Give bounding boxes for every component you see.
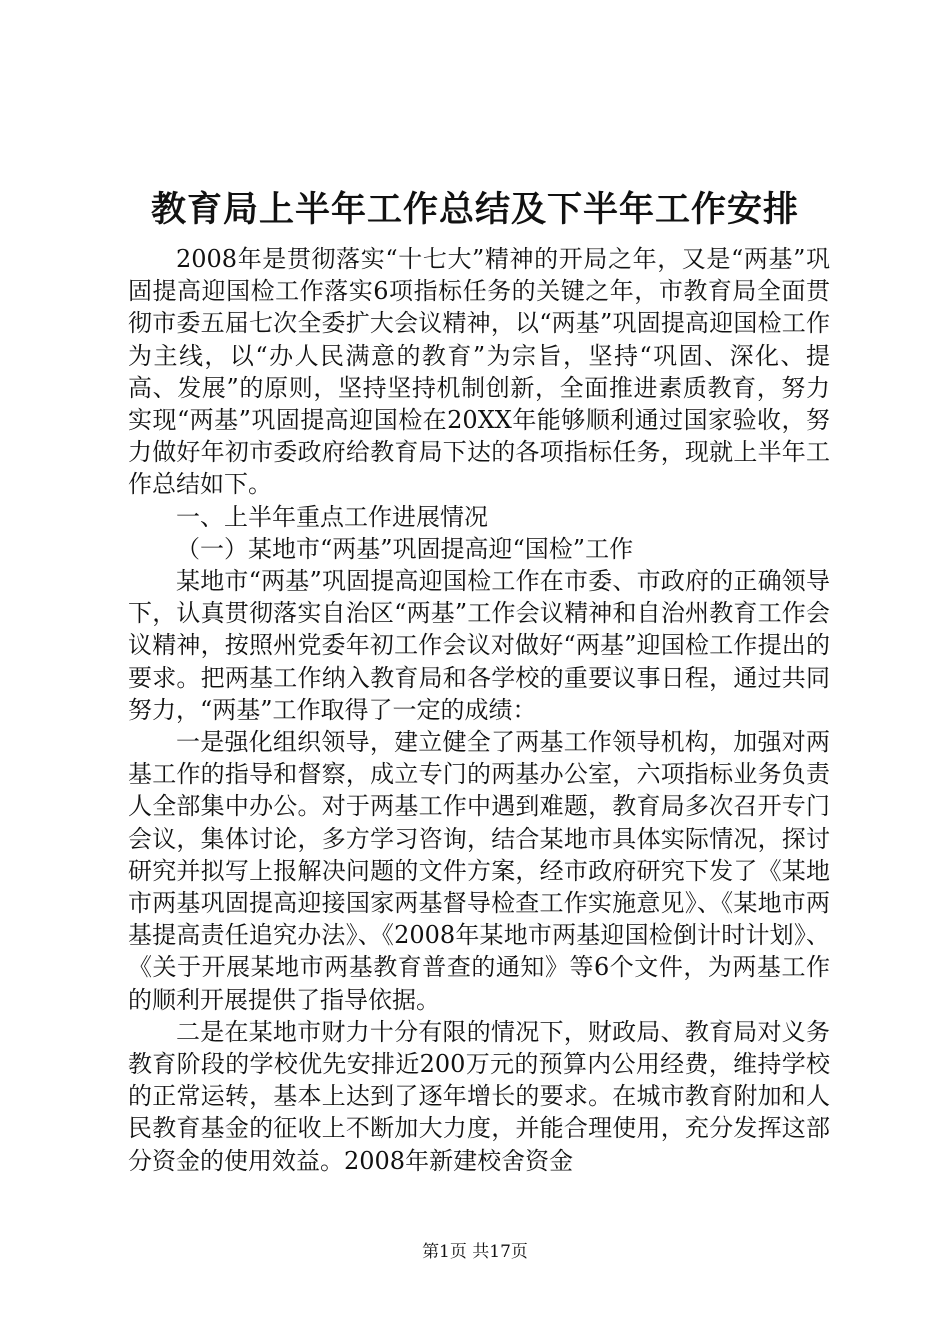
paragraph-point-one: 一是强化组织领导，建立健全了两基工作领导机构，加强对两基工作的指导和督察，成立专门的两基办公室，六项指标业务负责人全部集中办公。对于两基工作中遇到难题，教育局多次召开专门会议，集体讨论，多方学习咨询，结合某地市具体实际情况，探讨研究并拟写上报解决问题的文件方案，经市政府研究下发了《某地市两基巩固提高迎接国家两基督导检查工作实施意见》、《某地市两基提高责任追究办法》、《2008年某地市两基迎国检倒计时计划》、《关于开展某地市两基教育普查的通知》等6个文件，为两基工作的顺利开展提供了指导依据。 (128, 728, 830, 1014)
subsection-heading: （一）某地市“两基”巩固提高迎“国检”工作 (176, 534, 634, 563)
document-body (128, 243, 830, 1177)
document-title: 教育局上半年工作总结及下半年工作安排 (150, 189, 799, 230)
section-heading: 一、上半年重点工作进展情况 (176, 502, 488, 531)
paragraph-point-two: 二是在某地市财力十分有限的情况下，财政局、教育局对义务教育阶段的学校优先安排近200万元的预算内公用经费，维持学校的正常运转，基本上达到了逐年增长的要求。在城市教育附加和人民教育基金的征收上不断加大力度，并能合理使用，充分发挥这部分资金的使用效益。2008年新建校舍资金 (128, 1017, 830, 1175)
paragraph-intro: 2008年是贯彻落实“十七大”精神的开局之年，又是“两基”巩固提高迎国检工作落实6项指标任务的关键之年，市教育局全面贯彻市委五届七次全委扩大会议精神，以“两基”巩固提高迎国检工作为主线，以“办人民满意的教育”为宗旨，坚持“巩固、深化、提高、发展”的原则，坚持坚持机制创新，全面推进素质教育，努力实现“两基”巩固提高迎国检在20XX年能够顺利通过国家验收，努力做好年初市委政府给教育局下达的各项指标任务，现就上半年工作总结如下。 (128, 245, 830, 499)
paragraph-overview: 某地市“两基”巩固提高迎国检工作在市委、市政府的正确领导下，认真贯彻落实自治区“两基”工作会议精神和自治州教育工作会议精神，按照州党委年初工作会议对做好“两基”迎国检工作提出的要求。把两基工作纳入教育局和各学校的重要议事日程，通过共同努力，“两基”工作取得了一定的成绩： (128, 567, 830, 724)
page-footer: 第1页 共17页 (422, 1242, 528, 1262)
